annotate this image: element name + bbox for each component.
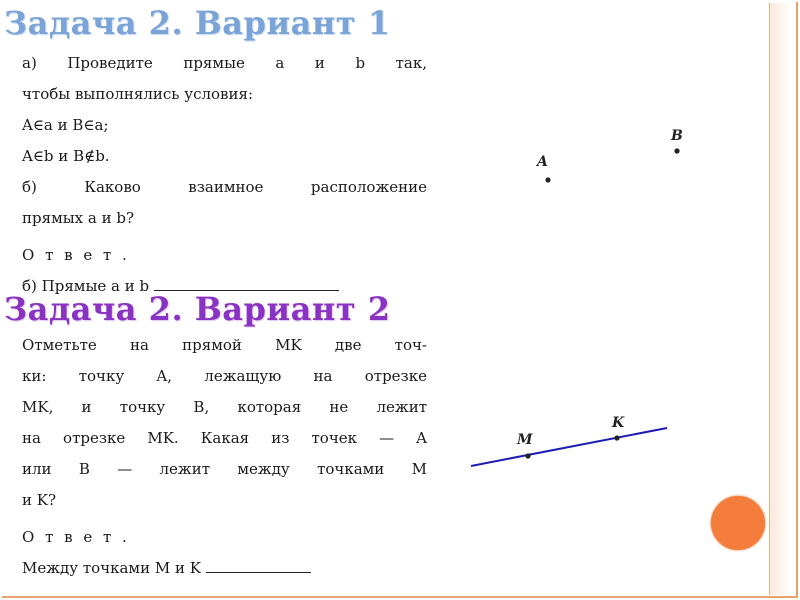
task-line: на отрезке MK. Какая из точек — A <box>22 429 427 447</box>
task-line: б) Каково взаимное расположение <box>22 178 427 196</box>
variant-1-title: Задача 2. Вариант 1 <box>4 4 391 42</box>
task-line: Отметьте на прямой MK две точ- <box>22 336 427 354</box>
answer-label: О т в е т . <box>22 246 130 264</box>
answer-label: О т в е т . <box>22 528 130 546</box>
task-line: или B — лежит между точками M <box>22 460 427 478</box>
task-line: прямых a и b? <box>22 209 135 227</box>
task-line: и K? <box>22 491 57 509</box>
task-line: а) Проведите прямые a и b так, <box>22 54 427 72</box>
line-mk <box>471 428 667 466</box>
variant-2-title: Задача 2. Вариант 2 <box>4 290 391 328</box>
point-a-label: A <box>537 154 548 170</box>
point-m-label: M <box>517 432 533 448</box>
point-a <box>545 177 550 182</box>
task-line: ки: точку A, лежащую на отрезке <box>22 367 427 385</box>
answer-text: Между точками M и K <box>22 559 201 577</box>
answer-text: б) Прямые a и b <box>22 277 150 295</box>
point-k <box>614 435 619 440</box>
task-line: A∈b и B∉b. <box>22 147 110 165</box>
task-line: чтобы выполнялись условия: <box>22 85 253 103</box>
task-line: A∈a и B∈a; <box>22 116 109 134</box>
decorative-circle <box>711 496 765 550</box>
point-b <box>674 148 679 153</box>
task-line: MK, и точку B, которая не лежит <box>22 398 427 416</box>
point-b-label: B <box>671 128 683 144</box>
point-k-label: K <box>612 415 625 431</box>
point-m <box>525 453 530 458</box>
